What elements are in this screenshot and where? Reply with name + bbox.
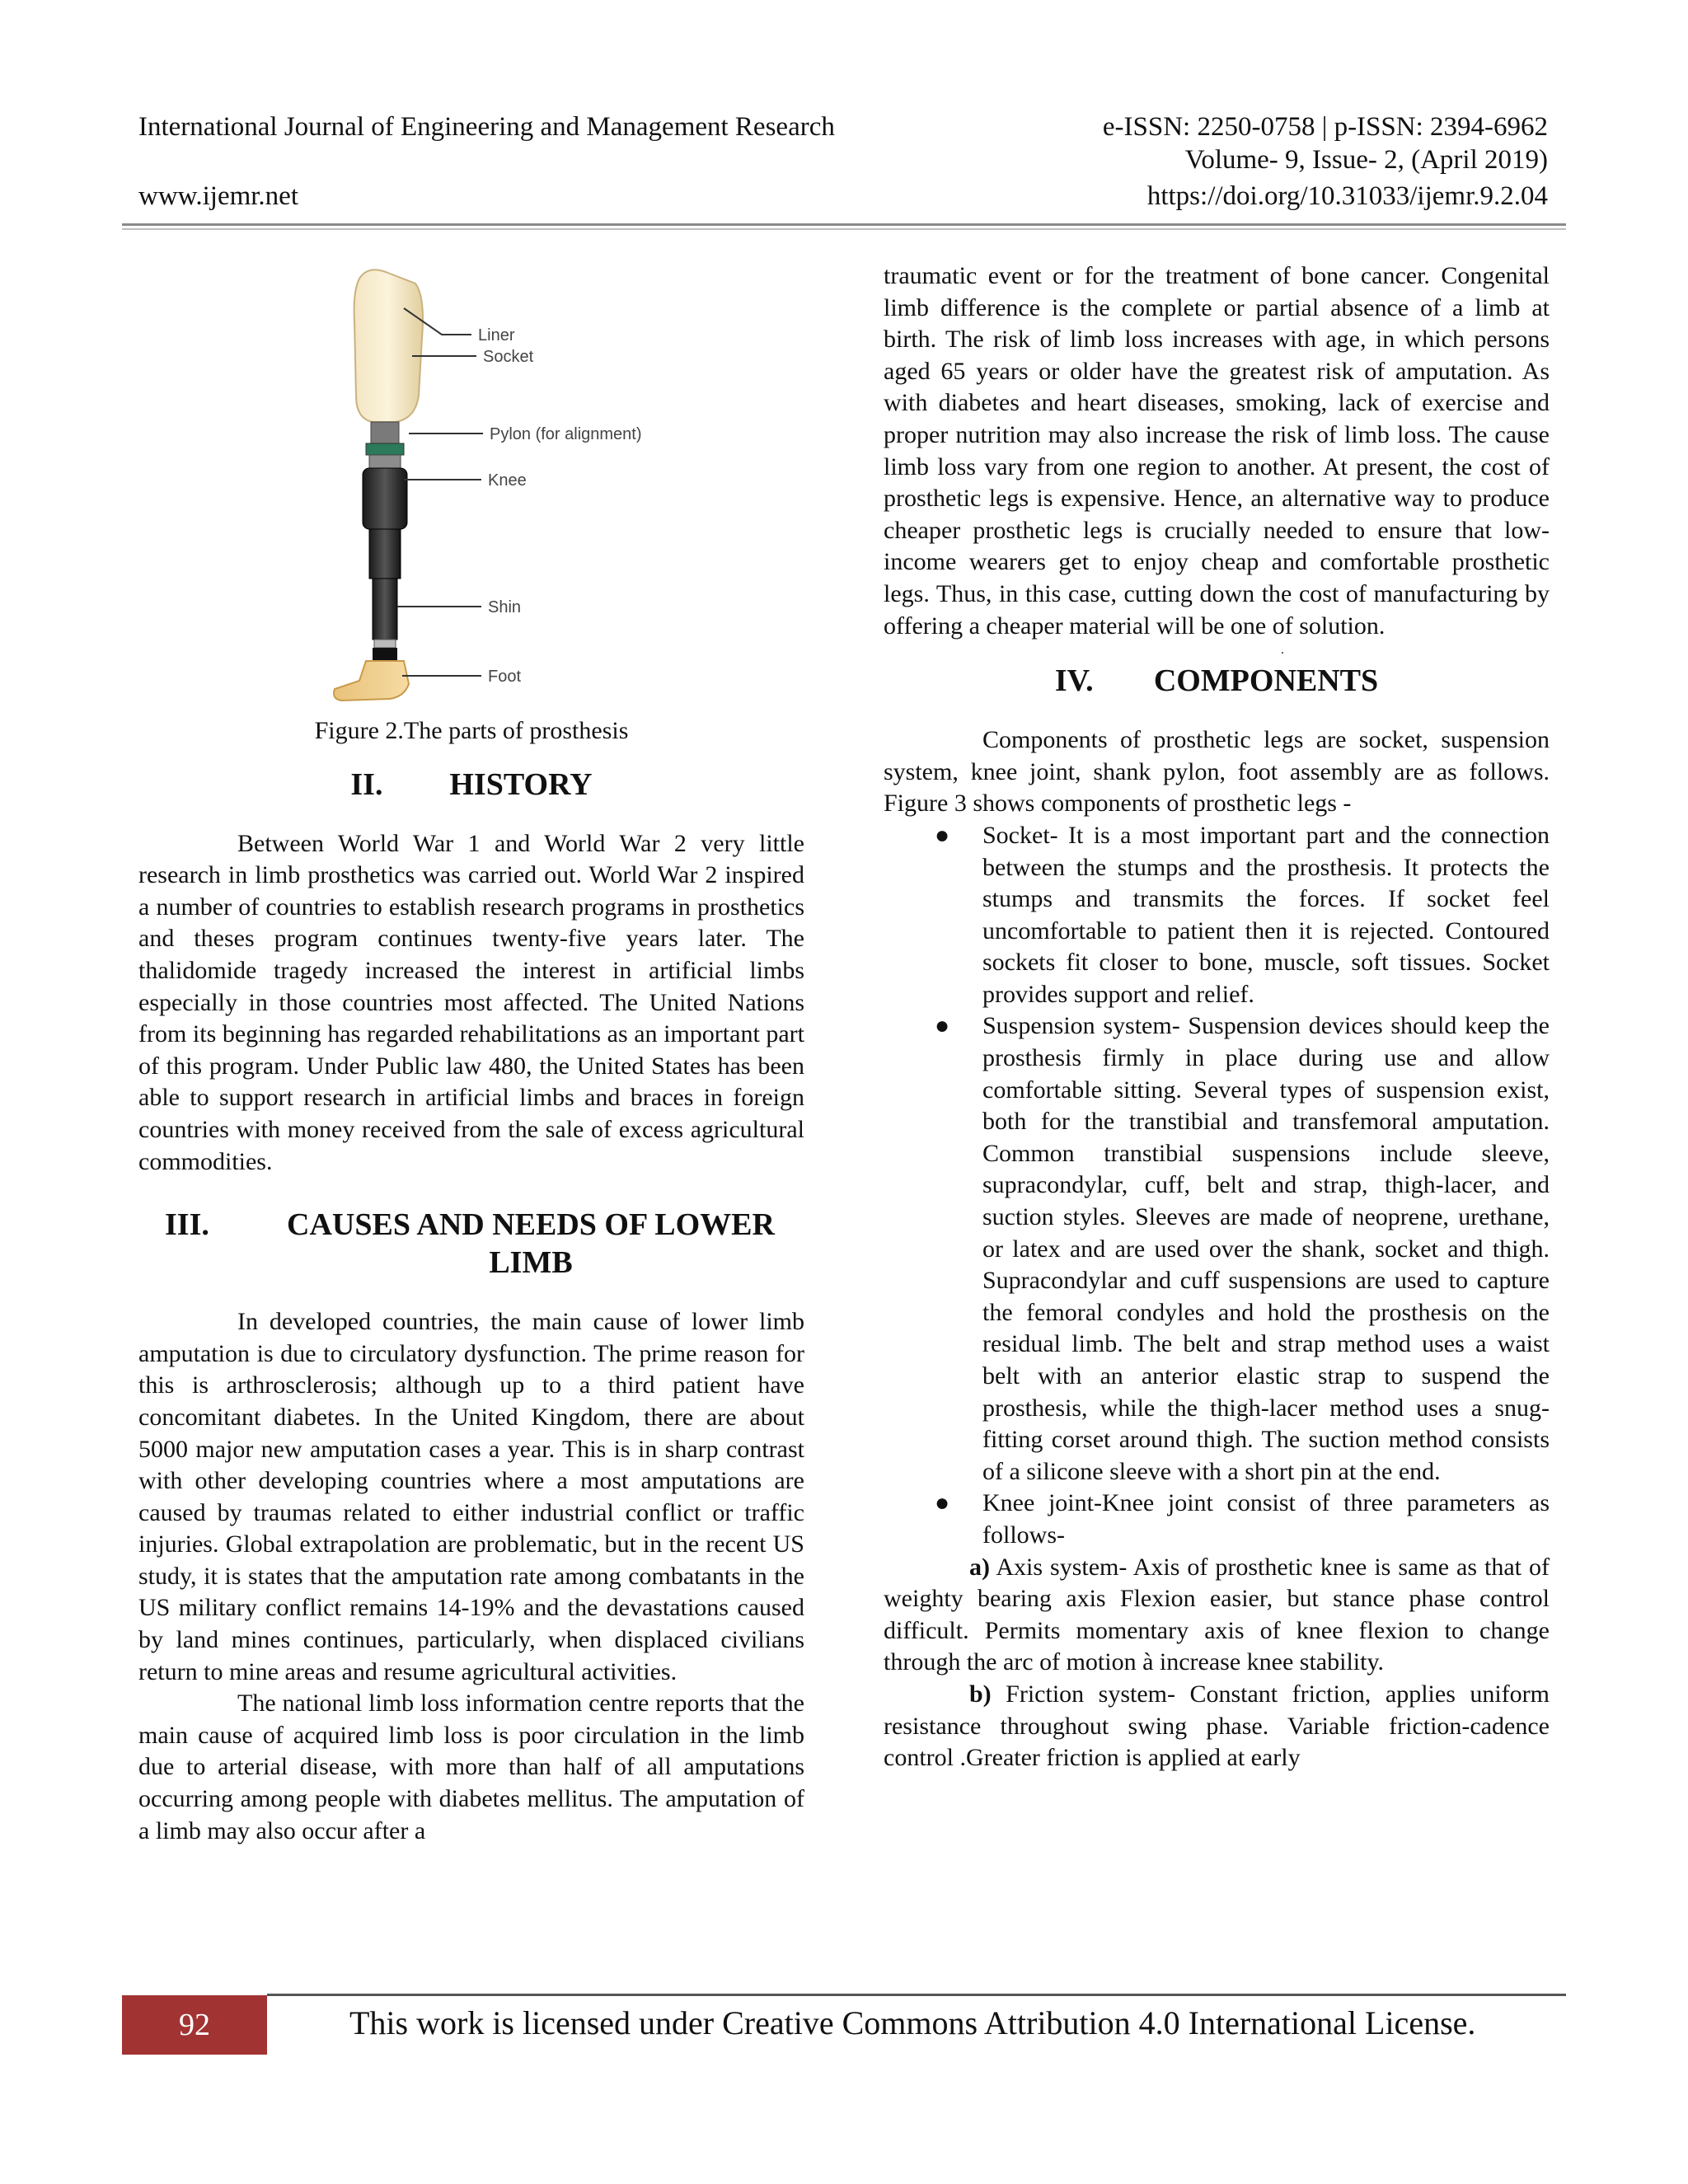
label-pylon: Pylon (for alignment) [490,425,642,443]
pylon-adapter [371,422,399,443]
list-item: ● Suspension system- Suspension devices should keep the prosthesis firmly in place during use and allow comfortable sitting. Several types of suspension exist, both for the transtibial and transfemoral amputation. Common transtibial suspensions include sleeve, supracondylar, cuff, belt and strap, thigh-lacer, and suction styles. Sleeves are made of neoprene, urethane, or latex and are used over the shank, socket and thigh. Supracondylar and cuff suspensions are used to capture the femoral condyles and hold the prosthesis on the residual limb. The belt and strap method uses a waist belt with an anterior elastic strap to suspend the prosthesis, while the thigh-lacer method uses a snug-fitting corset around thigh. The suction method consists of a silicone sleeve with a short pin at the end. [935,1012,1550,1485]
label-knee: Knee [488,471,527,490]
list-item: ● Knee joint-Knee joint consist of three parameters as follows- [935,1489,1550,1549]
components-intro: Components of prosthetic legs are socket, suspension system, knee joint, shank pylon, foot assembly are as follows. Figure 3 shows components of prosthetic legs - [884,726,1550,818]
sub-item-a: a) Axis system- Axis of prosthetic knee is same as that of weighty bearing axis Flexion easier, but stance phase control difficult. Permits momentary axis of knee flexion to change through the arc of motion à increase knee stability. [884,1553,1550,1676]
section-title: HISTORY [449,766,593,802]
footer-rule [267,1994,1566,1996]
label-liner: Liner [478,326,515,344]
stray-dot: . [1281,643,1284,658]
website-link[interactable]: www.ijemr.net [138,181,298,211]
label-shin: Shin [488,598,522,616]
journal-title: International Journal of Engineering and Management Research [138,112,835,142]
issn: e-ISSN: 2250-0758 | p-ISSN: 2394-6962 [1102,112,1548,142]
figure-caption: Figure 2.The parts of prosthesis [314,717,629,744]
bullet-icon: ● [935,821,950,849]
section-heading-causes [138,1206,804,1282]
shin-shape [373,579,397,640]
section-number: III. [165,1207,209,1243]
sub-item-b: b) Friction system- Constant friction, applies uniform resistance throughout swing phase. Variable friction-cadence control .Greater friction is applied at early [884,1680,1550,1772]
history-paragraph: Between World War 1 and World War 2 very little research in limb prosthetics was carried out. World War 2 inspired a number of countries to establish research programs in prosthetics and theses program continues twenty-five years later. The thalidomide tragedy increased the interest in artificial limbs especially in those countries most affected. The United Nations from its beginning has regarded rehabilitations as an important part of this program. Under Public law 480, the United States has been able to support research in artificial limbs and braces in foreign countries with money received from the sale of excess agricultural commodities. [138,829,804,1175]
doi-link[interactable]: https://doi.org/10.31033/ijemr.9.2.04 [1146,181,1548,211]
bullet-icon: ● [935,1012,950,1040]
bullet-icon: ● [935,1489,950,1517]
list-item: ● Socket- It is a most important part and the connection between the stumps and the prosthesis. It protects the stumps and transmits the forces. If socket feel uncomfortable to patient then it is rejected. Contoured sockets fit closer to bone, muscle, soft tissues. Socket provides support and relief. [935,821,1550,1008]
foot-shape [334,661,409,701]
label-foot: Foot [488,668,522,686]
causes-paragraph-2: The national limb loss information centre reports that the main cause of acquired limb loss is poor circulation in the limb due to arterial disease, with more than half of all amputations occurring among people with diabetes mellitus. The amputation of a limb may also occur after a [138,1690,804,1844]
right-column [884,260,1550,1774]
page-number: 92 [179,2008,210,2042]
header-rule-thin [122,228,1566,230]
socket-shape [354,269,423,422]
section-title: CAUSES AND NEEDS OF LOWER LIMB [287,1207,775,1281]
volume-issue: Volume- 9, Issue- 2, (April 2019) [1184,145,1548,175]
license-text: This work is licensed under Creative Commons Attribution 4.0 International License. [349,2004,1476,2041]
section-heading-components [884,662,1550,700]
section-heading-history [138,766,804,804]
prosthesis-figure [280,264,692,719]
left-column [138,715,804,1847]
knee-shape [363,468,407,529]
section-title: COMPONENTS [1153,663,1379,699]
section-number: IV. [1054,663,1094,699]
section-number: II. [350,766,383,802]
continued-paragraph: traumatic event or for the treatment of bone cancer. Congenital limb difference is the complete or partial absence of a limb at birth. The risk of limb loss increases with age, in which persons aged 65 years or older have the greatest risk of amputation. As with diabetes and heart diseases, smoking, lack of exercise and proper nutrition may also increase the risk of limb loss. The cause limb loss vary from one region to another. At present, the cost of prosthetic legs is expensive. Hence, an alternative way to produce cheaper prosthetic legs is crucially needed to ensure that low-income wearers get to enjoy cheap and comfortable prosthetic legs. Thus, in this case, cutting down the cost of manufacturing by offering a cheaper material will be one of solution. [884,262,1550,640]
label-socket: Socket [483,348,534,366]
header-rule [122,223,1566,226]
causes-paragraph-1: In developed countries, the main cause of lower limb amputation is due to circulatory dysfunction. The prime reason for this is arthrosclerosis; although up to a third patient have concomitant diabetes. In the United Kingdom, there are about 5000 major new amputation cases a year. This is in sharp contrast with other developing countries where a most amputations are caused by traumas related to either industrial conflict or traffic injuries. Global extrapolation are problematic, but in the recent US study, it is states that the amputation rate among combatants in the US military conflict remains 14-19% and the devastations caused by land mines continues, particularly, when displaced civilians return to mine areas and resume agricultural activities. [138,1308,804,1685]
components-list [884,820,1550,1552]
